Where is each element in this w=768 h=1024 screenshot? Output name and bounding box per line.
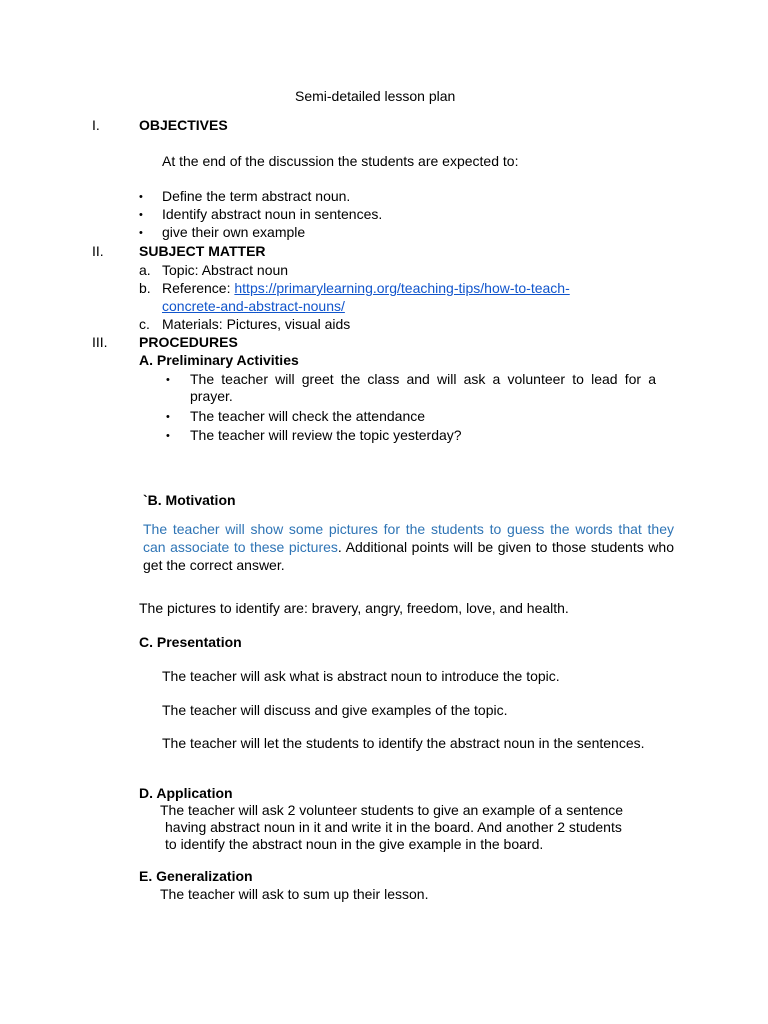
subject-matter-heading: SUBJECT MATTER: [139, 243, 266, 259]
section-numeral-objectives: I.: [92, 117, 100, 133]
pictures-list: The pictures to identify are: bravery, angry, freedom, love, and health.: [139, 600, 569, 616]
application-line: having abstract noun in it and write it in the board. And another 2 students: [165, 819, 622, 835]
application-line: to identify the abstract noun in the give example in the board.: [165, 836, 544, 852]
generalization-text: The teacher will ask to sum up their lesson.: [160, 886, 429, 902]
reference-item: [162, 280, 570, 297]
application-heading: D. Application: [139, 785, 233, 801]
objective-item: Define the term abstract noun.: [162, 188, 351, 204]
reference-link[interactable]: https://primarylearning.org/teaching-tips/how-to-teach-: [234, 280, 570, 296]
preliminary-item: The teacher will greet the class and will ask a volunteer to lead for a prayer.: [190, 371, 656, 404]
presentation-paragraph: The teacher will discuss and give examples of the topic.: [162, 702, 508, 718]
bullet-icon: •: [166, 374, 170, 386]
bullet-icon: •: [166, 411, 170, 423]
motivation-heading: `B. Motivation: [143, 492, 236, 508]
list-marker: c.: [139, 316, 150, 332]
preliminary-item: The teacher will review the topic yesterday?: [190, 427, 462, 443]
preliminary-item: The teacher will check the attendance: [190, 408, 426, 424]
preliminary-heading: A. Preliminary Activities: [139, 352, 299, 368]
objectives-intro: At the end of the discussion the students are expected to:: [162, 153, 519, 169]
presentation-paragraph: The teacher will let the students to identify the abstract noun in the sentences.: [162, 735, 645, 751]
bullet-icon: •: [139, 191, 143, 203]
bullet-icon: •: [139, 227, 143, 239]
motivation-highlight: The teacher will show some pictures for the students to guess the words that they can associate to these pictures: [143, 521, 674, 555]
objective-item: give their own example: [162, 224, 306, 240]
page-title: Semi-detailed lesson plan: [295, 88, 456, 104]
presentation-heading: C. Presentation: [139, 634, 242, 650]
objective-item: Identify abstract noun in sentences.: [162, 206, 383, 222]
bullet-icon: •: [166, 430, 170, 442]
section-numeral-procedures: III.: [92, 334, 108, 350]
reference-link-continued[interactable]: concrete-and-abstract-nouns/: [162, 298, 345, 314]
section-numeral-subject-matter: II.: [92, 243, 104, 259]
motivation-paragraph: [143, 520, 674, 574]
list-marker: a.: [139, 262, 151, 278]
procedures-heading: PROCEDURES: [139, 334, 238, 350]
motivation-rest: . Additional points will be given to those students who get the correct answer.: [143, 539, 674, 573]
list-marker: b.: [139, 280, 151, 296]
reference-label: Reference:: [162, 280, 235, 296]
objectives-heading: OBJECTIVES: [139, 117, 228, 133]
bullet-icon: •: [139, 209, 143, 221]
generalization-heading: E. Generalization: [139, 868, 253, 884]
materials-item: Materials: Pictures, visual aids: [162, 316, 351, 332]
application-line: The teacher will ask 2 volunteer students to give an example of a sentence: [160, 802, 624, 818]
topic-item: Topic: Abstract noun: [162, 262, 289, 278]
presentation-paragraph: The teacher will ask what is abstract noun to introduce the topic.: [162, 668, 560, 684]
